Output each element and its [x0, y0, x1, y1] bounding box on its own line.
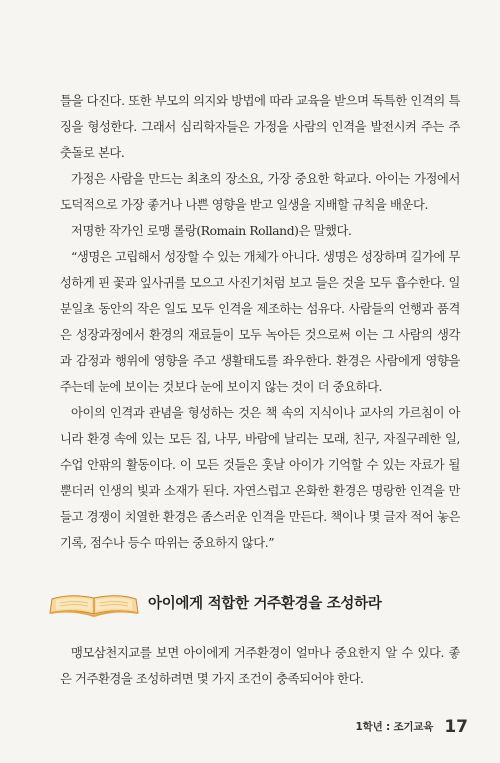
paragraph: 맹모삼천지교를 보면 아이에게 거주환경이 얼마나 중요한지 알 수 있다. 좋은 거주환경을 조성하려면 몇 가지 조건이 충족되어야 한다.: [60, 646, 460, 686]
quote-paragraph: “생명은 고립해서 성장할 수 있는 개체가 아니다. 생명은 성장하며 길가에 무성하게 핀 꽃과 잎사귀를 모으고 사진기처럼 보고 들은 것을 모두 흡수한다. 일분일초 동안의 작은 일도 모두 인격을 제조하는 섬유다. 사람들의 언행과 품격은 성장과정에서 환경의 재료들이 모두 녹아든 것으로써 이는 그 사람의 생각과 감정과 행위에 영향을 주고 생활태도를 좌우한다. 환경은 사람에게 영향을 주는데 눈에 보이는 것보다 눈에 보이지 않는 것이 더 중요하다.: [60, 250, 460, 394]
page-footer: [356, 716, 468, 737]
section-body: [60, 640, 460, 692]
paragraph: 틀을 다진다. 또한 부모의 의지와 방법에 따라 교육을 받으며 독특한 인격의 특징을 형성한다. 그래서 심리학자들은 가정을 사람의 인격을 발전시켜 주는 주춧돌로 본다.: [60, 94, 460, 160]
section-heading: [48, 588, 468, 622]
quote-paragraph: 아이의 인격과 관념을 형성하는 것은 책 속의 지식이나 교사의 가르침이 아니라 환경 속에 있는 모든 집, 나무, 바람에 날리는 모래, 친구, 자질구레한 일, 수업 안팎의 활동이다. 이 모든 것들은 훗날 아이가 기억할 수 있는 자료가 될 뿐더러 인생의 빛과 소재가 된다. 자연스럽고 온화한 환경은 명랑한 인격을 만들고 경쟁이 치열한 환경은 좀스러운 인격을 만든다. 책이나 몇 글자 적어 놓은 기록, 점수나 등수 따위는 중요하지 않다.”: [60, 406, 460, 550]
open-book-icon: [48, 590, 140, 618]
paragraph: 저명한 작가인 로맹 롤랑(Romain Rolland)은 말했다.: [71, 224, 352, 238]
paragraph: 가정은 사람을 만드는 최초의 장소요, 가장 중요한 학교다. 아이는 가정에서 도덕적으로 가장 좋거나 나쁜 영향을 받고 일생을 지배할 규칙을 배운다.: [60, 172, 460, 212]
running-footer-label: 1학년 : 조기교육: [355, 721, 434, 733]
section-title: 아이에게 적합한 거주환경을 조성하라: [148, 596, 382, 612]
page-number: 17: [444, 716, 468, 737]
body-text: [60, 88, 460, 556]
